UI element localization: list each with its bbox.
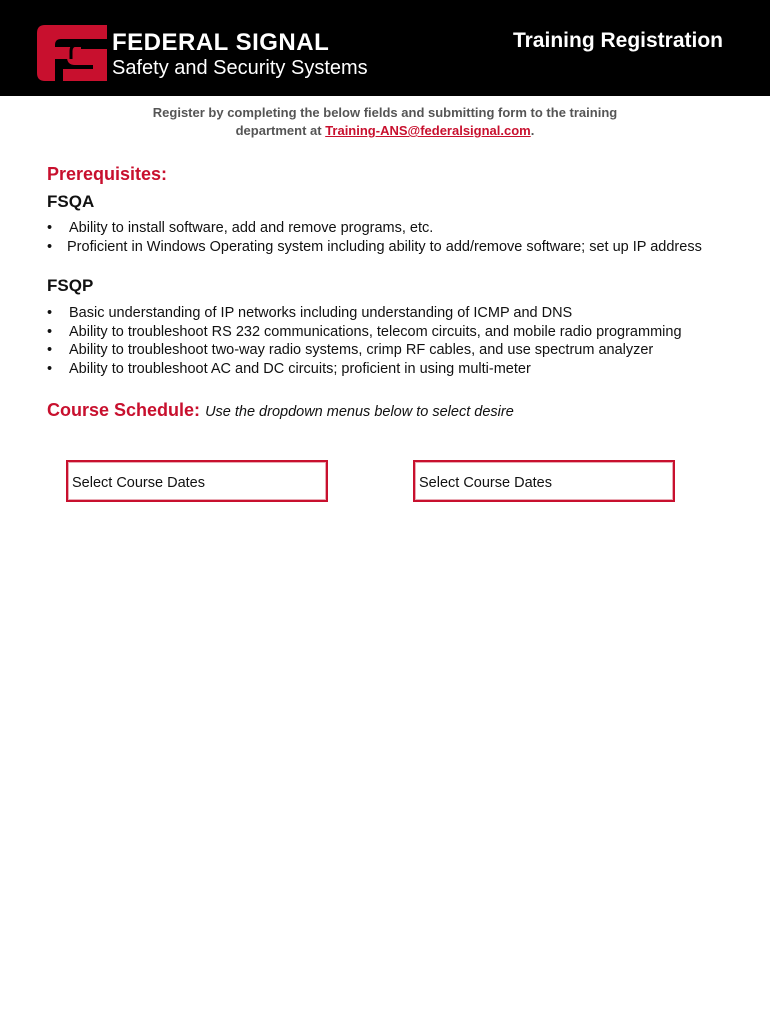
header-bar bbox=[0, 0, 770, 96]
list-item bbox=[47, 219, 702, 238]
intro-text bbox=[0, 104, 770, 140]
bullet-icon: • bbox=[47, 342, 53, 358]
list-item-text: Ability to troubleshoot RS 232 communications, telecom circuits, and mobile radio programming bbox=[69, 323, 682, 340]
bullet-icon: • bbox=[47, 238, 53, 255]
course-schedule-heading bbox=[47, 399, 514, 423]
fsqp-heading: FSQP bbox=[47, 276, 94, 295]
list-item-text: Proficient in Windows Operating system including ability to add/remove software; set up IP address bbox=[67, 238, 702, 255]
course-schedule-label: Course Schedule: bbox=[47, 400, 201, 420]
brand-name: FEDERAL SIGNAL bbox=[112, 29, 330, 56]
bullet-icon: • bbox=[47, 360, 53, 377]
course-schedule-note: Use the dropdown menus below to select desire bbox=[205, 404, 514, 420]
document-title: Training Registration bbox=[512, 29, 723, 52]
list-item-text: Basic understanding of IP networks including understanding of ICMP and DNS bbox=[69, 305, 573, 321]
intro-line-1: Register by completing the below fields and submitting form to the training bbox=[152, 105, 618, 120]
intro-line-2-suffix: . bbox=[530, 123, 535, 138]
list-item-text: Ability to troubleshoot two-way radio systems, crimp RF cables, and use spectrum analyzer bbox=[69, 342, 654, 358]
course-dates-dropdown-2[interactable]: Select Course Dates bbox=[413, 460, 675, 502]
bullet-icon: • bbox=[47, 220, 53, 236]
intro-line-2-prefix: department at bbox=[235, 123, 326, 138]
list-item-text: Ability to install software, add and remove programs, etc. bbox=[69, 220, 434, 236]
list-item bbox=[47, 238, 702, 257]
training-email-link[interactable]: Training-ANS@federalsignal.com bbox=[325, 123, 531, 138]
intro-line-2 bbox=[0, 122, 770, 140]
fsqa-heading: FSQA bbox=[47, 192, 95, 211]
list-item bbox=[47, 304, 682, 323]
federal-signal-logo-icon bbox=[37, 25, 107, 81]
fsqp-list bbox=[47, 304, 682, 378]
course-dates-dropdown-1[interactable]: Select Course Dates bbox=[66, 460, 328, 502]
brand-tagline: Safety and Security Systems bbox=[112, 57, 368, 79]
bullet-icon: • bbox=[47, 323, 53, 340]
prerequisites-heading: Prerequisites: bbox=[47, 164, 168, 184]
list-item bbox=[47, 360, 682, 379]
list-item bbox=[47, 323, 682, 342]
list-item bbox=[47, 341, 682, 360]
bullet-icon: • bbox=[47, 305, 53, 321]
list-item-text: Ability to troubleshoot AC and DC circuits; proficient in using multi-meter bbox=[69, 360, 531, 377]
fsqa-list bbox=[47, 219, 702, 256]
